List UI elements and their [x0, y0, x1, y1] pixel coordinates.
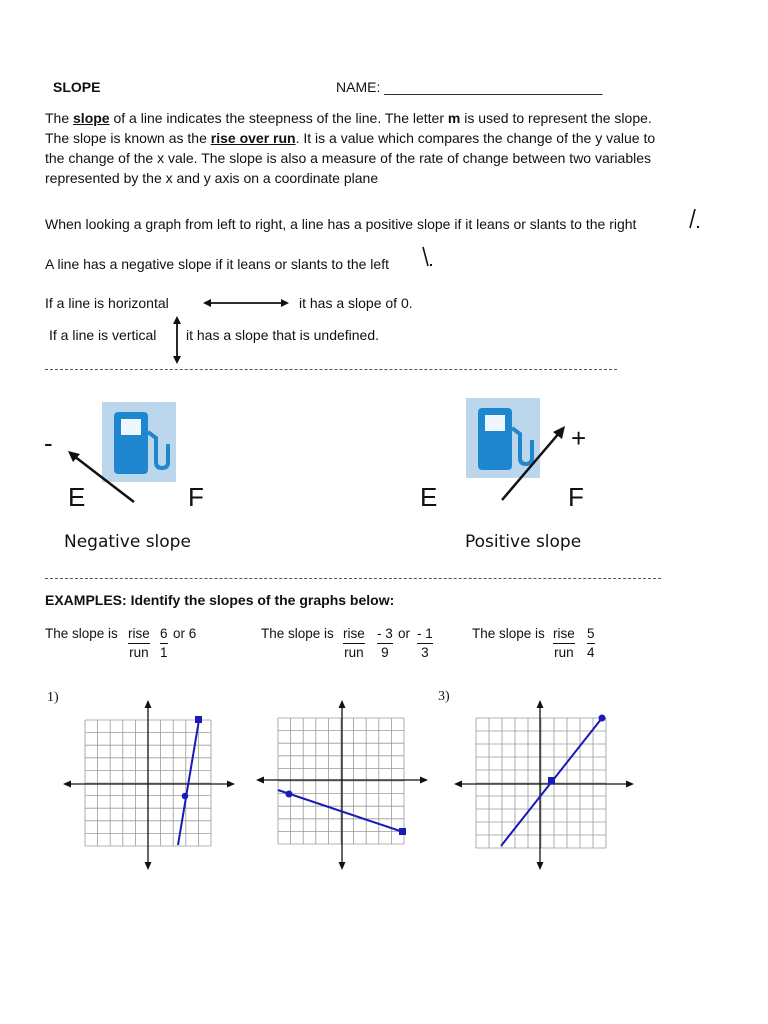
intro-line-2: The slope is known as the rise over run. It is a value which compares the change of the y value to: [45, 130, 656, 146]
grid: [256, 700, 428, 870]
rise-over-run: rise run: [553, 626, 575, 660]
graph-1: [63, 700, 235, 870]
slope-fraction-2-simplified: $\frac{- 1}{3}$: [417, 626, 433, 660]
grid: [454, 700, 634, 870]
slope-fraction-1: $\frac{6}{1}$: [160, 626, 168, 660]
vertical-rule-label: If a line is vertical: [49, 327, 157, 343]
graph-3-line: [501, 715, 606, 847]
y-axis-arrow-up: [145, 700, 152, 708]
horizontal-rule-label: If a line is horizontal: [45, 295, 169, 311]
intro-line-4: represented by the x and y axis on a coordinate plane: [45, 170, 379, 186]
y-axis-arrow-down: [339, 862, 346, 870]
x-axis-arrow-left: [63, 781, 71, 788]
grid: [63, 700, 235, 870]
y-axis-arrow-up: [339, 700, 346, 708]
intro-line-3: the change of the x vale. The slope is also a measure of the rate of change between two variables: [45, 150, 652, 166]
name-field-label: NAME: ____________________________: [336, 79, 603, 95]
x-axis-arrow-right: [626, 781, 634, 788]
minus-sign: -: [44, 428, 53, 458]
y-axis-arrow-down: [145, 862, 152, 870]
graph-1-label: 1): [47, 690, 59, 705]
x-axis-arrow-left: [454, 781, 462, 788]
full-label-left: F: [188, 482, 204, 512]
negative-slope-rule: A line has a negative slope if it leans or slants to the left: [45, 256, 389, 272]
empty-label-right: E: [420, 482, 438, 512]
y-axis-arrow-up: [537, 700, 544, 708]
slope-label: The slope is: [45, 626, 118, 641]
x-axis-arrow-right: [420, 777, 428, 784]
x-axis-arrow-left: [256, 777, 264, 784]
horizontal-arrow-icon: [203, 296, 289, 310]
negative-slope-caption: Negative slope: [64, 532, 191, 552]
horizontal-rule-value: it has a slope of 0.: [299, 295, 413, 311]
vertical-rule-value: it has a slope that is undefined.: [186, 327, 380, 343]
empty-label-left: E: [68, 482, 86, 512]
graph-3-label: 3): [438, 689, 450, 704]
slope-fraction-2: $\frac{- 3}{9}$: [377, 626, 393, 660]
vertical-arrow-icon: [170, 316, 184, 364]
graph-2: [256, 700, 428, 870]
forward-slash-icon: [686, 206, 706, 232]
graph-3: [454, 700, 634, 870]
x-axis-arrow-right: [227, 781, 235, 788]
back-slash-icon: [419, 244, 439, 270]
slope-fraction-3: $\frac{5}{4}$: [587, 626, 595, 660]
divider: [45, 369, 617, 370]
positive-slope-arrow-icon: [498, 424, 568, 504]
examples-heading: EXAMPLES: Identify the slopes of the graphs below:: [45, 592, 395, 608]
slope-simplified-1: or 6: [173, 626, 197, 641]
positive-slope-caption: Positive slope: [465, 532, 582, 552]
positive-slope-rule: When looking a graph from left to right, a line has a positive slope if it leans or slants to the right: [45, 216, 637, 232]
rise-over-run: rise run: [343, 626, 365, 660]
full-label-right: F: [568, 482, 584, 512]
plus-sign: +: [571, 423, 587, 453]
y-axis-arrow-down: [537, 862, 544, 870]
rise-over-run: rise run: [128, 626, 150, 660]
or-text: or: [398, 626, 411, 641]
divider: [45, 578, 661, 579]
intro-line-1: The slope of a line indicates the steepness of the line. The letter m is used to represent the slope.: [45, 110, 652, 126]
slope-label: The slope is: [261, 626, 334, 641]
slope-label: The slope is: [472, 626, 545, 641]
page-title: SLOPE: [53, 79, 101, 95]
